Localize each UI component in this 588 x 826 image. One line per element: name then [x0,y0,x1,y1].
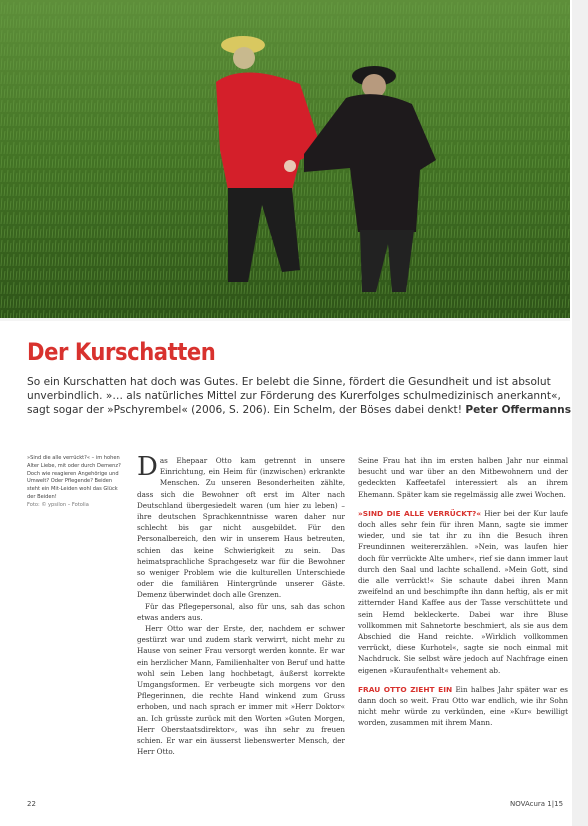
magazine-issue: NOVAcura 1|15 [510,800,564,808]
lead-text: So ein Kurschatten hat doch was Gutes. Er belebt die Sinne, fördert die Gesundheit und ist absolut unverbindlich. »… als natürliches Mittel zur Förderung des Kurerfolges schulmedizinisch anerkannt«, sagt sogar der »Pschyrembel« (2006, S. 206). Ein Schelm, der Böses dabei denkt! [27,376,561,416]
author-name: Peter Offermanns [465,404,572,416]
drop-cap: D [137,452,158,482]
paragraph-text: as Ehepaar Otto kam getrennt in unsere Einrichtung, ein Heim für (inzwischen) erkrankte Menschen. Zu unseren Besonderheiten zählte, dass sich die Bewohner oft erst im Alter nach Deutschland übergesiedelt waren (um hier zu leben) – ihre deutschen Sprachkenntnisse waren daher nur schlecht bis gar nicht ausgebildet. Für den Personalbereich, den wir in unserem Haus betreuten, schien das keine Schwierigkeit zu sein. Das heimatsprachliche Sprachgesetz war für die Bewohner so weniger Problem wie die kulturellen Unterschiede oder die familiären Hintergründe unserer Gäste. Demenz überwindet doch alle Grenzen. [137,456,345,600]
paragraph-text: Hier bei der Kur laufe doch alles sehr fein für ihren Mann, sagte sie immer wieder, und sie tat ihr zu ihn die Besuch ihren Freundinnen weitererzählen. »Nein, was laufen hier doch für verrückte Alte umher«, rief sie dann immer laut durch den Saal und lachte schallend. »Mein Gott, sind die alle verrückt!« Sie schaute dabei ihren Mann zweifelnd an und beschimpfte ihn dann heftig, als er mit zitternder Hand Kaffee aus der Tasse verschüttete und sein Hemd bekleckerte. Dabei war ihre Bluse vollkommen mit Sahnetorte beschmiert, als sie aus dem Abschied die Hand reichte. »Wirklich vollkommen verrückt, diese Kurhotel«, sagte sie noch einmal mit Nachdruck. Sie selbst wäre jedoch auf Nachfrage einen eigenen »Kuraufenthalt« vehement ab. [358,508,568,675]
hero-photo [0,0,570,318]
subheading: »SIND DIE ALLE VERRÜCKT?« [358,508,482,518]
paragraph [358,684,568,729]
page-number: 22 [27,800,36,808]
caption-text: »Sind die alle verrückt?« – im hohen Alter Liebe, mit oder durch Demenz? Doch wie reagieren Angehörige und Umwelt? Oder Pflegende? Beiden steht ein Mit-Leiden wohl das Glück der Beiden! [27,455,121,500]
text-column-2 [358,455,568,729]
paragraph-text: Ein halbes Jahr später war es dann doch so weit. Frau Otto war endlich, wie ihr Sohn nicht mehr würde zu verkünden, eine »Kur« bewilligt worden, zusammen mit ihrem Mann. [358,684,568,728]
photo-credit: Foto: © ypsilon – Fotolia [27,501,89,508]
lead-paragraph [27,375,572,417]
page-edge [572,0,588,826]
paragraph: Herr Otto war der Erste, der, nachdem er schwer gestürzt war und zudem stark verwirrt, nicht mehr zu Hause von seiner Frau versorgt werden konnte. Er war ein herzlicher Mann, Familienhalter von Beruf und hatte wohl sein Leben lang hochbetagt, äußerst korrekte Umgangsformen. Er verbeugte sich morgens vor den Pflegerinnen, die rechte Hand winkend zum Gruss erhoben, und nach sprach er immer mit »Herr Doktor« an. Ich grüsste zurück mit den Worten »Guten Morgen, Herr Oberstaatsdirektor«, was ihn sehr zu freuen schien. Er war ein äusserst liebenswerter Mensch, der Herr Otto. [137,624,345,757]
paragraph: Seine Frau hat ihn im ersten halben Jahr nur einmal besucht und war über an den Mitbewohnern und der gedeckten Kaffeetafel interessiert als an ihrem Ehemann. Später kam sie regelmässig alle zwei Wochen. [358,456,568,499]
paragraph [137,452,345,601]
photo-caption [27,455,123,510]
couple-in-meadow-image [0,0,570,318]
subheading: FRAU OTTO ZIEHT EIN [358,684,453,694]
paragraph: Für das Pflegepersonal, also für uns, sah das schon etwas anders aus. [137,601,345,622]
paragraph [358,508,568,676]
text-column-1 [137,452,345,757]
photo-divider [0,318,570,321]
headline: Der Kurschatten [27,338,216,366]
